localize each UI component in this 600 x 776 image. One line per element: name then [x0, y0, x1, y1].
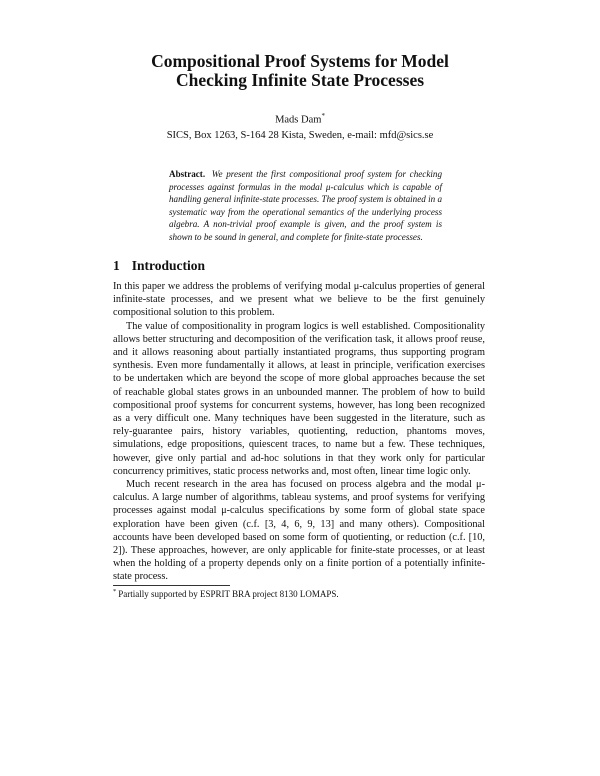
abstract	[169, 168, 442, 244]
footnote-text: Partially supported by ESPRIT BRA project 8130 LOMAPS.	[118, 589, 339, 599]
paragraph-1: In this paper we address the problems of verifying modal μ-calculus properties of general infinite-state processes, and we present what we believe to be the first genuinely compositional solution to this problem.	[113, 281, 485, 319]
abstract-label: Abstract.	[169, 169, 206, 179]
body-text	[113, 280, 485, 584]
paragraph-3: Much recent research in the area has focused on process algebra and the modal μ-calculus. A large number of algorithms, tableau systems, and proof systems for verifying processes against modal μ-calculus specifications by some form of global state space exploration have been given (c.f. [3, 4, 6, 9, 13] and many others). Compositional accounts have been developed based on some form of quotienting, or reduction (c.f. [10, 2]). These approaches, however, are only applicable for finite-state processes, or at least when the holding of a property depends only on a finite portion of a potentially infinite-state process.	[113, 479, 485, 583]
footnote	[113, 588, 339, 599]
section-title: Introduction	[131, 258, 206, 273]
author-footnote-mark: *	[321, 112, 325, 120]
author-name: Mads Dam	[275, 114, 322, 126]
paragraph-2: The value of compositionality in program logics is well established. Compositionality allows better structuring and decomposition of the verification task, it allows proof reuse, and it allows reasoning about partially instantiated programs, thus supporting program synthesis. Even more fundamentally it allows, at least in principle, verification exercises to be undertaken which are beyond the scope of more global approaches because the set of reachable global states grows in an unbounded manner. The problem of how to build compositional proof systems for concurrent systems, however, has long been recognized as a very difficult one. Many techniques have been suggested in the literature, such as rely-guarantee pairs, history variables, quotienting, reduction, phantoms moves, simulations, edge propositions, quiescent traces, to name but a few. These techniques, however, give only partial and ad-hoc solutions in that they work only for particular concurrency primitives, static process networks and, most often, linear time logic only.	[113, 320, 485, 477]
section-number: 1	[113, 258, 120, 273]
author-line	[60, 112, 540, 126]
footnote-mark: *	[113, 588, 117, 595]
paper-title	[60, 52, 540, 90]
title-line-1: Compositional Proof Systems for Model	[151, 51, 449, 71]
footnote-rule	[113, 585, 230, 586]
abstract-text: We present the first compositional proof system for checking processes against formulas in the modal μ-calculus which is capable of handling general infinite-state processes. The proof system is obtained in a systematic way from the operational semantics of the underlying process algebra. A non-trivial proof example is given, and the proof system is shown to be sound in general, and complete for finite-state processes.	[169, 169, 442, 242]
section-heading	[113, 258, 205, 274]
affiliation: SICS, Box 1263, S-164 28 Kista, Sweden, e-mail: mfd@sics.se	[166, 130, 434, 141]
title-line-2: Checking Infinite State Processes	[175, 70, 425, 90]
